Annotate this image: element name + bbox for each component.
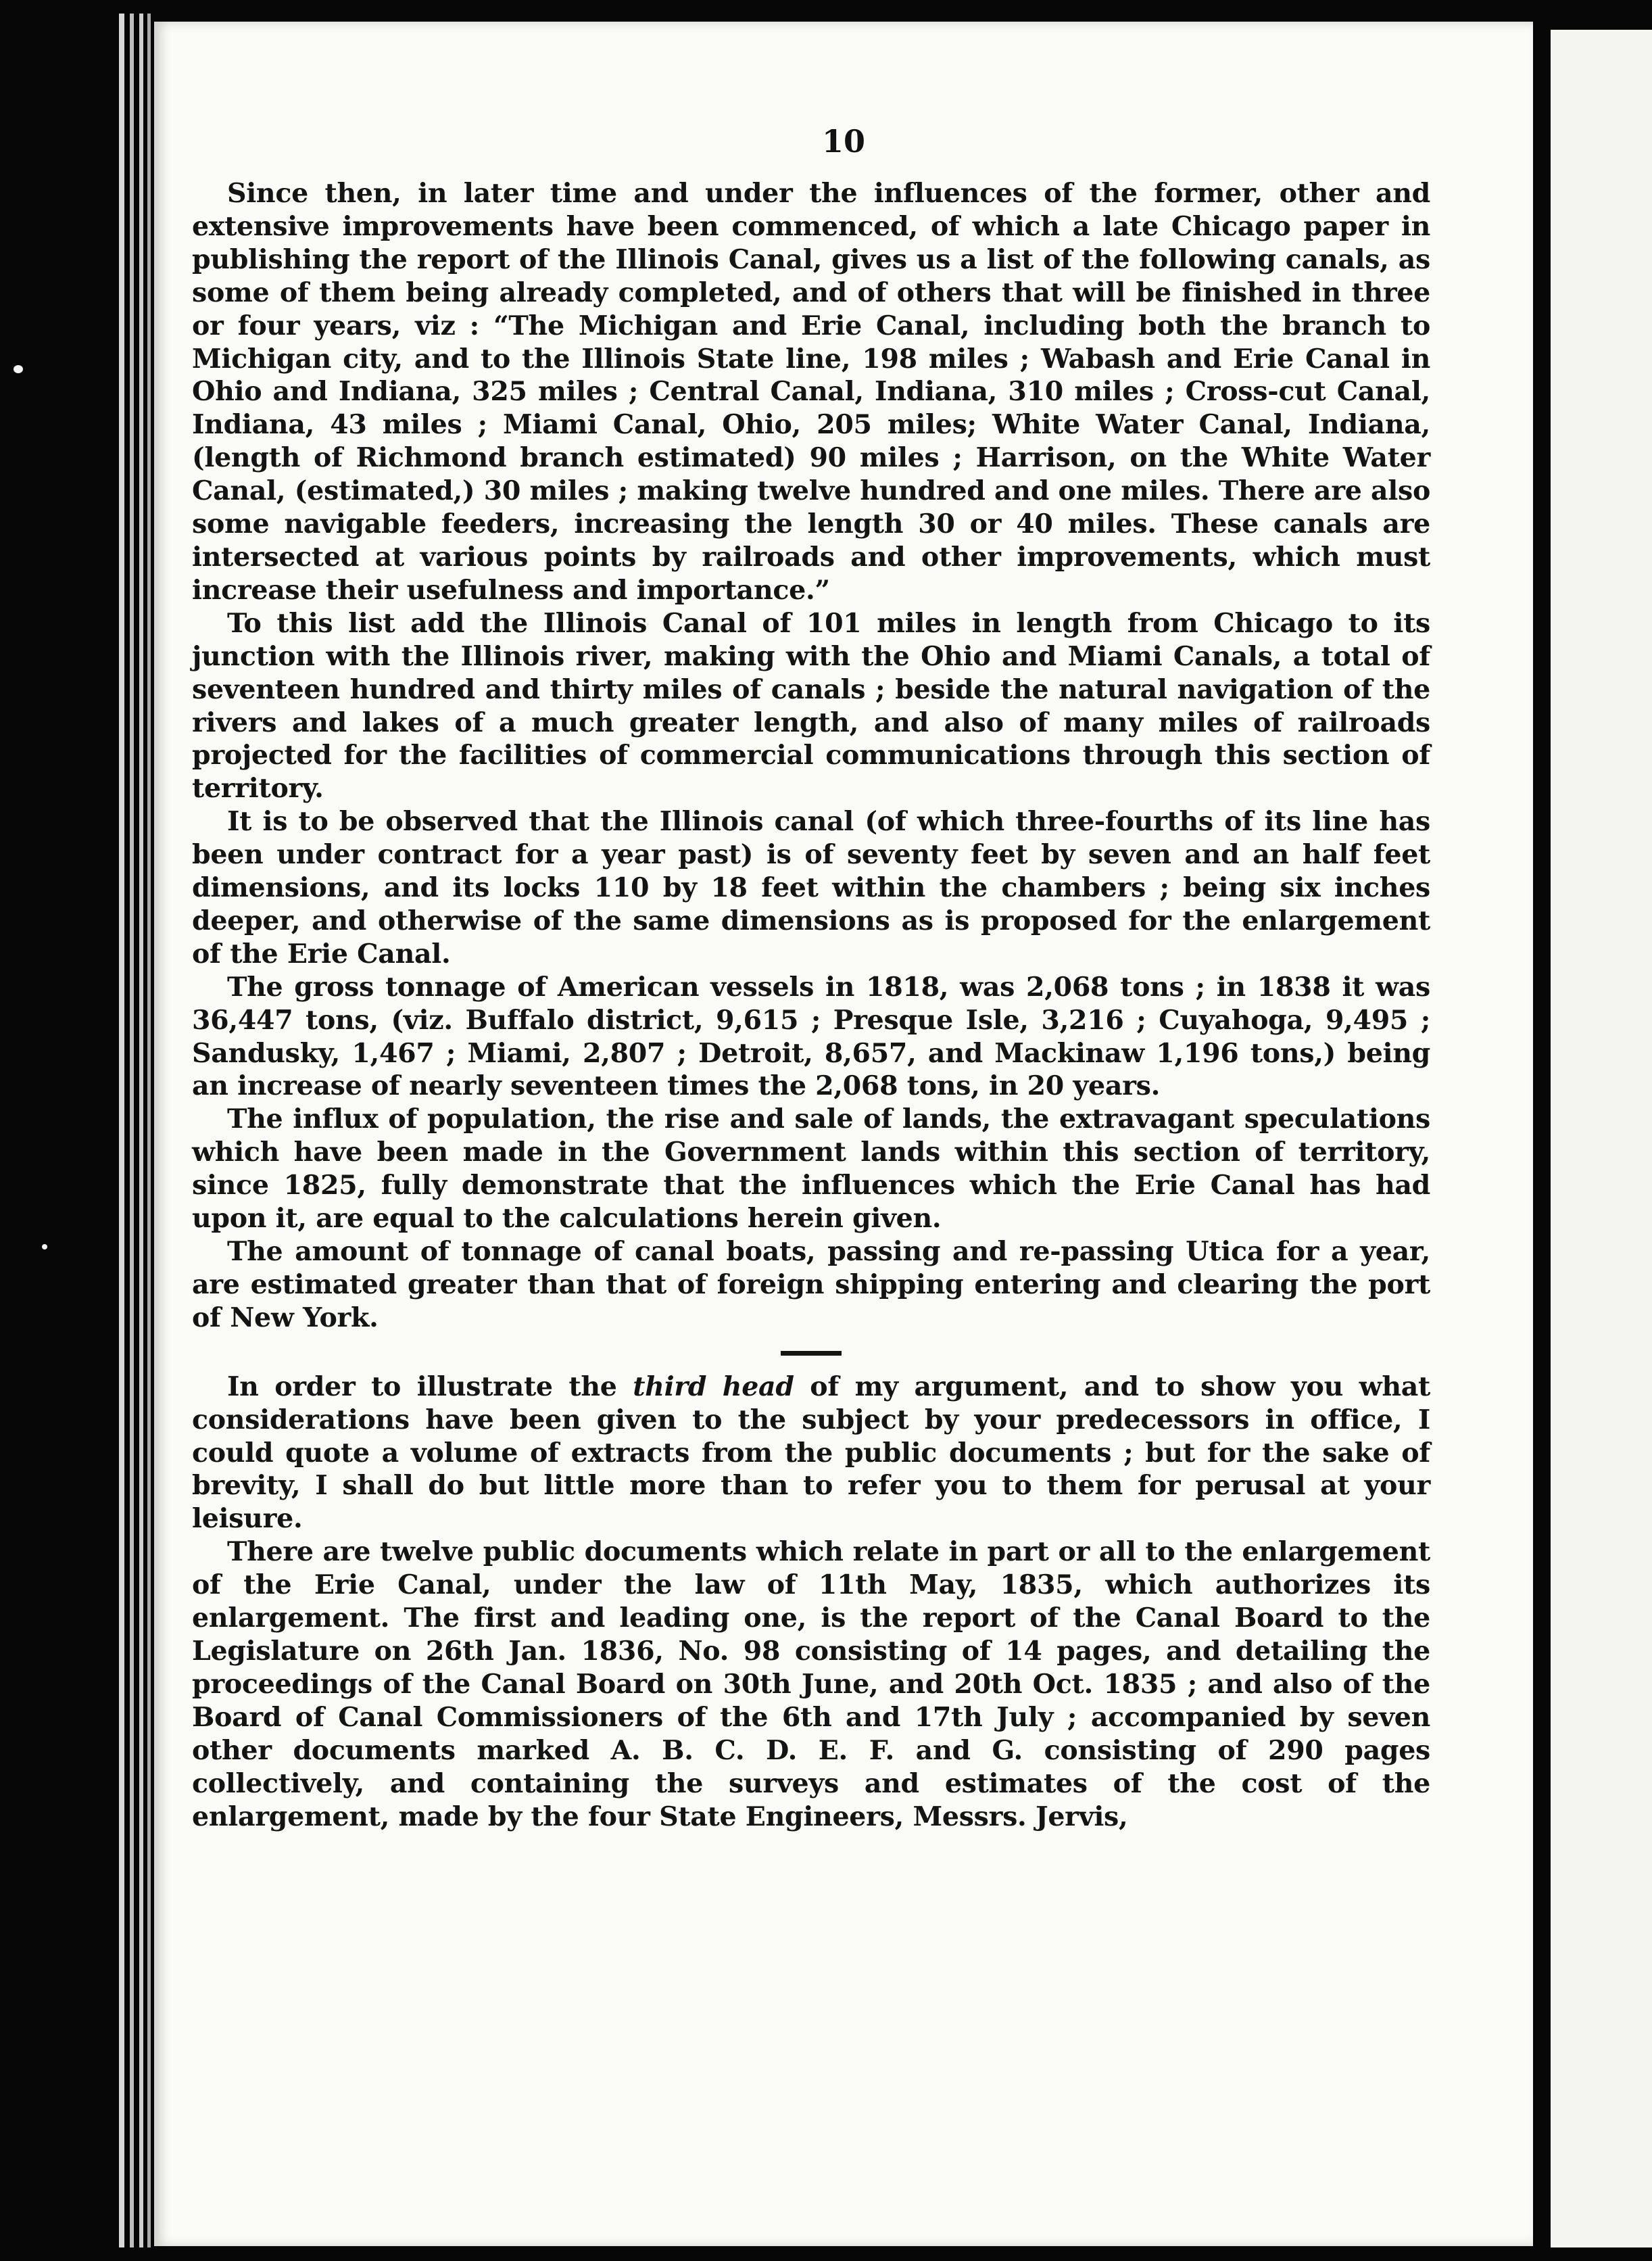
emphasis-third-head: third head [633, 1371, 794, 1402]
paragraph: There are twelve public documents which relate in part or all to the enlargement of the Erie Canal, under the law of 11th May, 1835, which authorizes its enlargement. The first and leading one, is the report of the Canal Board to the Legislature on 26th Jan. 1836, No. 98 consisting of 14 pages, and detailing the proceedings of the Canal Board on 30th June, and 20th Oct. 1835 ; and also of the Board of Canal Commissioners of the 6th and 17th July ; accompanied by seven other documents marked A. B. C. D. E. F. and G. consisting of 290 pages collectively, and containing the surveys and estimates of the cost of the enlargement, made by the four State Engineers, Messrs. Jervis, [192, 1536, 1430, 1832]
scan-speck [14, 365, 23, 373]
page-edge [119, 14, 124, 2247]
paragraph: It is to be observed that the Illinois canal (of which three-fourths of its line has been under contract for a year past) is of seventy feet by seven and an half feet dimensions, and its locks 110 by 18 feet within the chambers ; being six inches deeper, and otherwise of the same dimensions as is proposed for the enlargement of the Erie Canal. [192, 806, 1430, 970]
scan-speck [42, 1244, 47, 1250]
page-number: 10 [821, 123, 865, 160]
paragraph: To this list add the Illinois Canal of 101 miles in length from Chicago to its junction with the Illinois river, making with the Ohio and Miami Canals, a total of seventeen hundred and thirty miles of canals ; beside the natural navigation of the rivers and lakes of a much greater length, and also of many miles of railroads projected for the facilities of commercial communications through this section of territory. [192, 607, 1430, 805]
paragraph: Since then, in later time and under the influences of the former, other and extensive improvements have been commenced, of which a late Chicago paper in publishing the report of the Illinois Canal, gives us a list of the following canals, as some of them being already completed, and of others that will be finished in three or four years, viz : “The Michigan and Erie Canal, including both the branch to Michigan city, and to the Illinois State line, 198 miles ; Wabash and Erie Canal in Ohio and Indiana, 325 miles ; Central Canal, Indiana, 310 miles ; Cross-cut Canal, Indiana, 43 miles ; Miami Canal, Ohio, 205 miles; White Water Canal, Indiana, (length of Richmond branch estimated) 90 miles ; Harrison, on the White Water Canal, (estimated,) 30 miles ; making twelve hundred and one miles. There are also some navigable feeders, increasing the length 30 or 40 miles. These canals are intersected at various points by railroads and other improvements, which must increase their usefulness and importance.” [192, 178, 1430, 606]
paragraph: The gross tonnage of American vessels in 1818, was 2,068 tons ; in 1838 it was 36,447 tons, (viz. Buffalo district, 9,615 ; Presque Isle, 3,216 ; Cuyahoga, 9,495 ; Sandusky, 1,467 ; Miami, 2,807 ; Detroit, 8,657, and Mackinaw 1,196 tons,) being an increase of nearly seventeen times the 2,068 tons, in 20 years. [192, 971, 1430, 1102]
next-page-edge [1551, 30, 1652, 2247]
body-text [192, 177, 1430, 1833]
paragraph: The amount of tonnage of canal boats, passing and re-passing Utica for a year, are estimated greater than that of foreign shipping entering and clearing the port of New York. [192, 1236, 1430, 1333]
page-edge [139, 14, 143, 2247]
intro-text: In order to illustrate the [227, 1371, 633, 1402]
paragraph: The influx of population, the rise and sale of lands, the extravagant speculations which have been made in the Government lands within this section of territory, since 1825, fully demonstrate that the influences which the Erie Canal has had upon it, are equal to the calculations herein given. [192, 1103, 1430, 1235]
intro-text-rest: of my argument, and to show you what considerations have been given to the subject by your predecessors in office, I could quote a volume of extracts from the public documents ; but for the sake of brevity, I shall do but little more than to refer you to them for perusal at your leisure. [192, 1371, 1431, 1535]
page-edge [130, 14, 134, 2247]
paragraph-intro [192, 1371, 1430, 1536]
section-divider [781, 1351, 842, 1356]
page-edge [147, 14, 151, 2247]
